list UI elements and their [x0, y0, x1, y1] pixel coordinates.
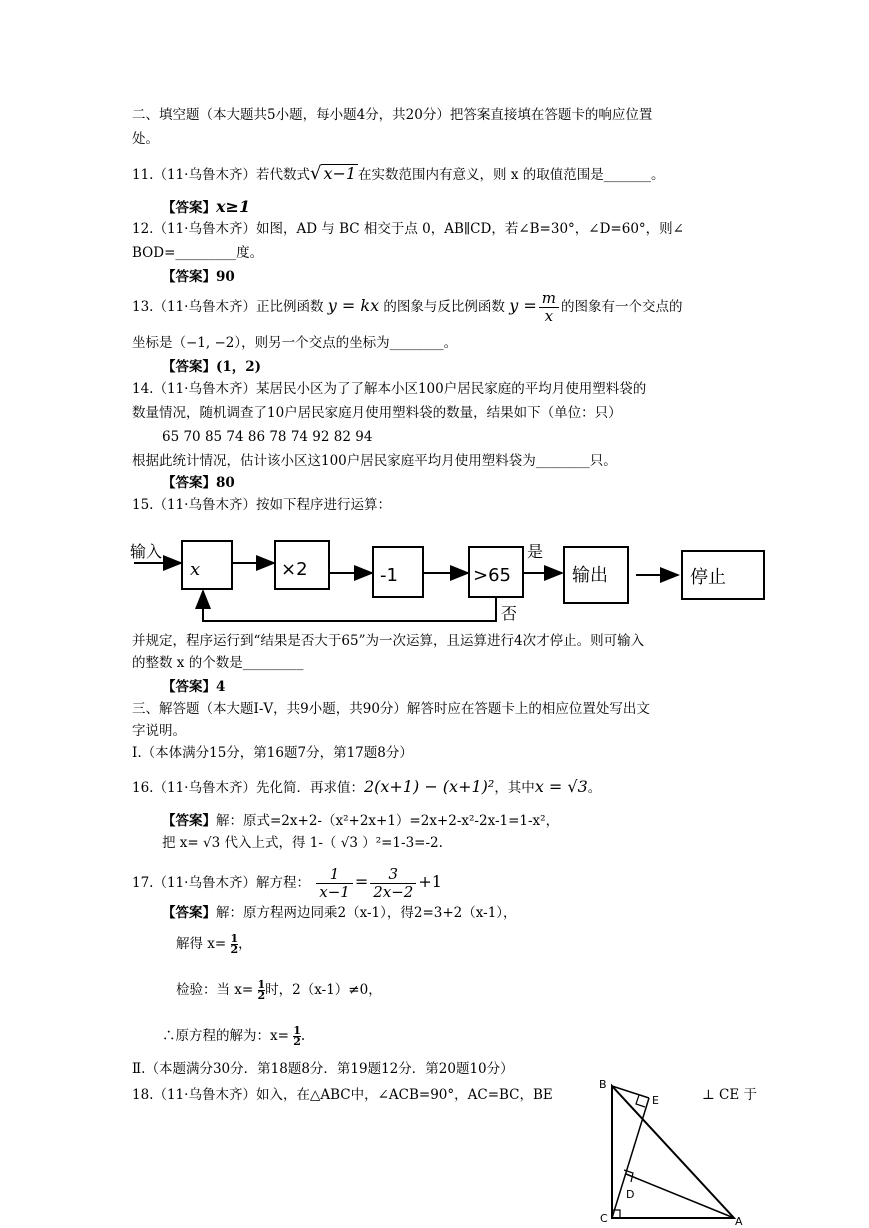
point-A-label: A: [735, 1215, 743, 1226]
answer-17-line-4: ∴原方程的解为：x= $\frac{1}{2}$ .: [162, 1024, 306, 1048]
point-D-label: D: [626, 1188, 635, 1201]
question-16: 16.（11·乌鲁木齐）先化简．再求值：2(x+1) − (x+1)²，其中x = √3。: [132, 777, 602, 796]
answer-12: 【答案】90: [162, 269, 235, 285]
question-15-line-1: 15.（11·乌鲁木齐）按如下程序进行运算：: [132, 497, 391, 513]
flow-box-stop-label: 停止: [690, 567, 726, 588]
answer-13: 【答案】(1，2): [162, 359, 262, 375]
question-15-line-3: 的整数 x 的个数是_________: [132, 655, 304, 671]
sqrt-expression: x−1: [323, 164, 357, 183]
question-11: 11.（11·乌鲁木齐）若代数式√ x−1 在实数范围内有意义，则 x 的取值范围是_______。: [132, 163, 665, 184]
question-18-line-1b: ⊥ CE 于: [702, 1087, 757, 1103]
question-12-line-2: BOD=_________度。: [132, 245, 264, 261]
question-14-line-2: 数量情况，随机调查了10户居民家庭月使用塑料袋的数量，结果如下（单位：只）: [132, 405, 622, 421]
section-2-line-1: 二、填空题（本大题共5小题，每小题4分，共20分）把答案直接填在答题卡的响应位置: [132, 107, 653, 123]
flow-box-minus1-label: -1: [380, 565, 398, 586]
section-3-line-1: 三、解答题（本大题Ⅰ-Ⅴ，共9小题，共90分）解答时应在答题卡上的相应位置处写出文: [132, 701, 650, 717]
question-14-line-1: 14.（11·乌鲁木齐）某居民小区为了了解本小区100户居民家庭的平均月使用塑料袋的: [132, 381, 647, 397]
point-B-label: B: [599, 1078, 607, 1091]
flowchart: [128, 535, 768, 627]
answer-17-line-3: 检验：当 x= $\frac{1}{2}$ 时，2（x-1）≠0，: [176, 978, 382, 1002]
question-13-line-2: 坐标是（−1, −2），则另一个交点的坐标为________。: [132, 335, 458, 351]
answer-16-line-1: 【答案】解：原式=2x+2-（x²+2x+1）=2x+2-x²-2x-1=1-x²，: [162, 813, 560, 829]
point-E-label: E: [652, 1094, 659, 1107]
part-1-heading: Ⅰ.（本体满分15分，第16题7分，第17题8分）: [132, 745, 413, 761]
question-17: 17.（11·乌鲁木齐）解方程： $\frac{1}{x-1}$ = $\frac{3}{2x-2}$ +1: [132, 865, 442, 901]
answer-11: 【答案】x≥1: [162, 197, 251, 216]
section-3-line-2: 字说明。: [132, 723, 186, 739]
question-12-line-1: 12.（11·乌鲁木齐）如图，AD 与 BC 相交于点 0，AB∥CD，若∠B=30°，∠D=60°，则∠: [132, 221, 684, 237]
flow-input-label: 输入: [130, 542, 163, 561]
point-C-label: C: [600, 1212, 608, 1225]
flow-yes-label: 是: [527, 542, 544, 561]
question-13-line-1: 13.（11·乌鲁木齐）正比例函数 y = kx 的图象与反比例函数 y = $\frac{m}{x}$ 的图象有一个交点的: [132, 289, 683, 325]
answer-14: 【答案】80: [162, 475, 235, 491]
question-14-line-4: 根据此统计情况，估计该小区这100户居民家庭平均月使用塑料袋为________只。: [132, 453, 617, 469]
question-14-data: 65 70 85 74 86 78 74 92 82 94: [162, 429, 373, 445]
flow-no-label: 否: [501, 604, 518, 623]
answer-16-line-2: 把 x= √3 代入上式，得 1-（ √3 ）²=1-3=-2.: [162, 835, 443, 851]
flow-box-x-label: x: [190, 559, 201, 580]
question-15-line-2: 并规定，程序运行到“结果是否大于65”为一次运算，且运算进行4次才停止。则可输入: [132, 633, 645, 649]
answer-17-line-1: 【答案】解：原方程两边同乘2（x-1），得2=3+2（x-1），: [162, 905, 517, 921]
answer-17-line-2: 解得 x= $\frac{1}{2}$ ，: [176, 932, 252, 956]
section-2-line-2: 处。: [132, 131, 159, 147]
flow-box-times2-label: ×2: [281, 559, 308, 580]
question-18-line-1: 18.（11·乌鲁木齐）如入，在△ABC中，∠ACB=90°，AC=BC，BE: [132, 1087, 553, 1103]
flow-box-compare-label: >65: [473, 565, 511, 586]
part-2-heading: Ⅱ.（本题满分30分．第18题8分．第19题12分．第20题10分）: [132, 1061, 514, 1077]
answer-15: 【答案】4: [162, 679, 226, 695]
flow-box-output-label: 输出: [572, 565, 608, 586]
triangle-figure: [594, 1074, 754, 1226]
